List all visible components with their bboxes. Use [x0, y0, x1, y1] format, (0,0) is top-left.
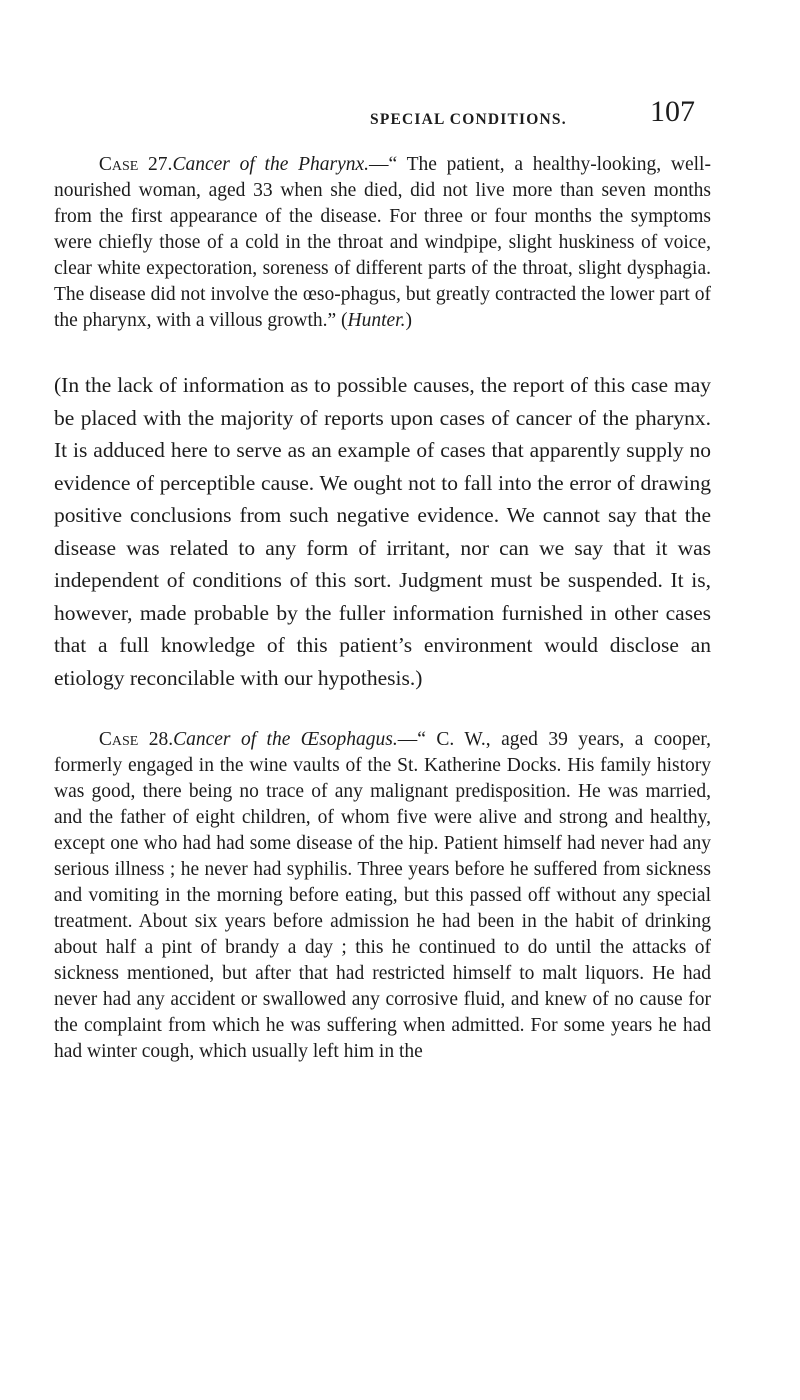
case-27-title: Cancer of the Pharynx.	[172, 154, 370, 175]
running-head: SPECIAL CONDITIONS.	[370, 111, 567, 128]
case-27-close: )	[405, 310, 412, 331]
case-27-paragraph	[54, 152, 711, 334]
page-header	[0, 95, 800, 135]
page-number: 107	[650, 95, 695, 128]
case-28-paragraph	[54, 727, 711, 1065]
case-28-title: Cancer of the Œsophagus.	[173, 729, 398, 750]
case-27-body: —“ The patient, a healthy-looking, well-nourished woman, aged 33 when she died, did not live more than seven months from the first appearance of the disease. For three or four months the symptoms were chiefly those of a cold in the throat and windpipe, slight huskiness of voice, clear white expectoration, soreness of different parts of the throat, slight dysphagia. The disease did not involve the œso-phagus, but greatly contracted the lower part of the pharynx, with a villous growth.” (	[54, 154, 711, 331]
case-27-source: Hunter.	[347, 310, 406, 331]
case-28-body: —“ C. W., aged 39 years, a cooper, formerly engaged in the wine vaults of the St. Katherine Docks. His family history was good, there being no trace of any malignant predisposition. He was married, and the father of eight children, of whom five were alive and strong and healthy, except one who had had some disease of the hip. Patient himself had never had any serious illness ; he never had syphilis. Three years before he suffered from sickness and vomiting in the morning before eating, but this passed off without any special treatment. About six years before admission he had been in the habit of drinking about half a pint of brandy a day ; this he continued to do until the attacks of sickness mentioned, but after that had restricted himself to malt liquors. He had never had any accident or swallowed any corrosive fluid, and knew of no cause for the complaint from which he was suffering when admitted. For some years he had had winter cough, which usually left him in the	[54, 729, 711, 1062]
case-27-label: Case 27.	[98, 154, 173, 175]
case-28-label: Case 28.	[98, 729, 174, 750]
commentary-paragraph: (In the lack of information as to possible causes, the report of this case may be placed with the majority of reports upon cases of cancer of the pharynx. It is adduced here to serve as an example of cases that apparently supply no evidence of perceptible cause. We ought not to fall into the error of drawing positive conclusions from such negative evidence. We cannot say that the disease was related to any form of irritant, nor can we say that it was independent of conditions of this sort. Judgment must be suspended. It is, however, made probable by the fuller information furnished in other cases that a full knowledge of this patient’s environment would disclose an etiology reconcilable with our hypothesis.)	[54, 373, 711, 690]
